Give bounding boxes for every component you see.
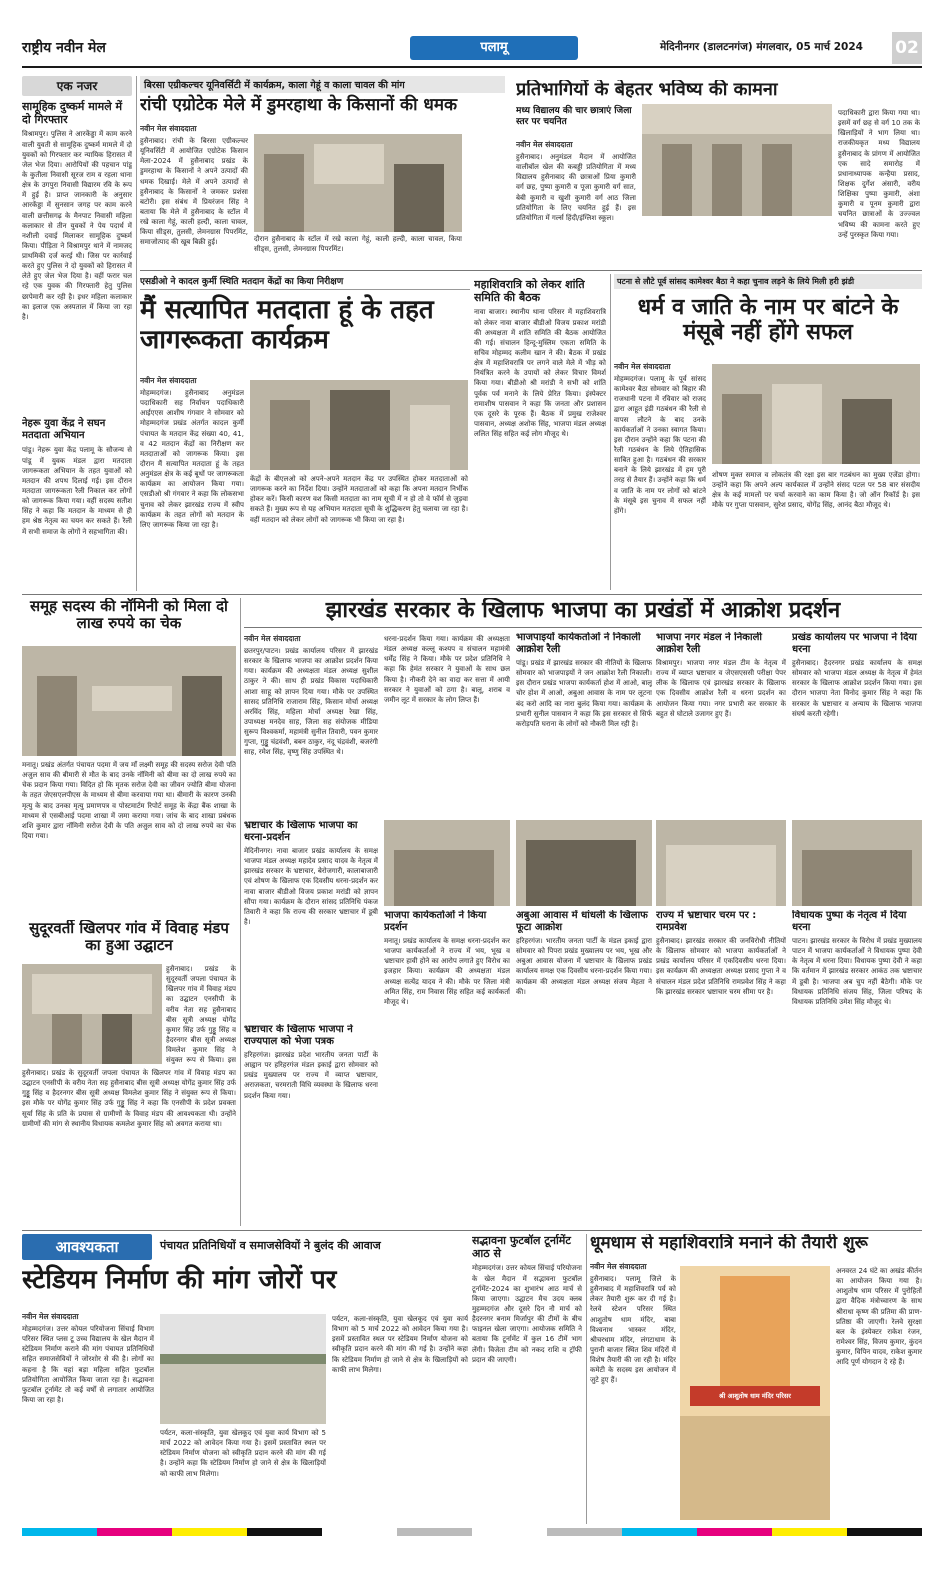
- satyapit-body: मोहम्मदगंज। हुसैनाबाद अनुमंडल पदाधिकारी सह निर्वाचन पदाधिकारी आईएएस आशीष गंगवार ने सोमवार को मोहम्मदगंज प्रखंड अंतर्गत कादल कुर्मी पंचायत के मतदान केंद्र संख्या 40, 41, व 42 मतदान केंद्रों का निरीक्षण कर मतदाताओं को जागरूक किया। इस दौरान मैं सत्यापित मतदाता हूं के तहत अनुमंडल क्षेत्र के कई बूथों पर जागरूकता कार्यक्रम का आयोजन किया गया। एसडीओ श्री गंगवार ने कहा कि लोकसभा चुनाव को लेकर झारखंड राज्य में स्वीप कार्यक्रम के तहत लोगों को मतदान के लिए जागरूक किया जा रहा है।: [140, 389, 244, 529]
- bjp-photo-3: [656, 820, 786, 906]
- pratibhagi-headline: प्रतिभागियों के बेहतर भविष्य की कामना: [516, 80, 778, 100]
- story-shivratri: [590, 1234, 922, 1524]
- bjp-sub6: [384, 910, 510, 1224]
- shivratri-body2: अनवरत 24 घंटे का अखंड कीर्तन का आयोजन किया गया है। आशुतोष धाम परिसर में पुरोहितों द्वारा वैदिक मंत्रोच्चारण के साथ श्रीराधा कृष्ण की प्रतिमा की प्राण-प्रतिष्ठा की जाएगी। रेलवे सुरक्षा बल के इंस्पेक्टर राकेश रंजन, रामेश्वर सिंह, विजय कुमार, कुंदन कुमार, विपिन यादव, राकेश कुमार आदि पूर्ण योगदान दे रहे हैं।: [836, 1267, 922, 1367]
- sidebar-story1-body: विश्रामपुर। पुलिस ने आरकेंड्डा में काम करने वाली युवती से सामूहिक दुष्कर्म मामले में दो युवकों को गिरफ्तार कर न्यायिक हिरासत में जेल भेज दिया। आरोपियों की पहचान पांडू के कुतीला निवासी सूरज राम व रहला थाना क्षेत्र के उगपुरा निवासी विद्यारम रवि के रूप में हुई है। प्राप्त जानकारी के अनुसार आरकेंड्डा में सुनसान जगह पर काम करने वाली छत्तीसगढ़ के मैनपाट निवासी महिला कलाकार से तीन युवकों ने पेय पदार्थ में नशीली दवाई मिलाकर सामूहिक दुष्कर्म किया। पीड़िता ने विश्रामपुर थाने में नामजद प्राथमिकी दर्ज करई थी। जिस पर कार्रवाई करते हुए पुलिस ने दो युवकों को हिरासत में लेते हुए जेल भेज दिया है। वहीं फरार चल रहे एक युवक की गिरफ्तारी हेतु पुलिस छापेमारी कर रही है। इधर महिला कलाकार का इलाज एक अस्पताल में किया जा रहा है।: [22, 130, 132, 321]
- story-bjp: [244, 598, 922, 1228]
- shivratri-headline: धूमधाम से महाशिवरात्रि मनाने की तैयारी शुरू: [590, 1234, 868, 1253]
- vivah-photo: [22, 964, 162, 1064]
- bjp-body: छतरपुर/पाटन। प्रखंड कार्यालय परिसर में झारखंड सरकार के खिलाफ भाजपा का आक्रोश प्रदर्शन किया गया। कार्यक्रम की अध्यक्षता मंडल अध्यक्ष सुशील ठाकुर ने की। साथ ही प्रखंड विकास पदाधिकारी आशा साहू को ज्ञापन दिया गया। मौके पर उपस्थित सासद प्रतिनिधि राजाराम सिंह, किसान मोर्चा अध्यक्ष अरविंद सिंह, महिला मोर्चा अध्यक्ष रेखा सिंह, उपाध्यक्ष मनदेव साह, जिला सह संयोजक मीडिया सुरूप विश्वकर्मा, महामंत्री सुनील तिवारी, पवन कुमार गुप्ता, गुड्डू चंद्रवंशी, बबन ठाकुर, नंदू चंद्रवंशी, बजरंगी साह, रमेश सिंह, वृष्णु सिंह उपस्थित थे।: [244, 647, 378, 757]
- satyapit-body2: केंद्रों के बीएलओ को अपने-अपने मतदान केंद्र पर उपस्थित होकर मतदाताओं को जागरूक करने का निर्देश दिया। उन्होंने मतदाताओं को कहा कि अपना मतदान निर्भीक होकर करें। किसी कारण वश किसी मतदाता का नाम सूची में न हो तो वे फॉर्म से जुड़वा सकते हैं। मुख्य रूप से यह अभियान मतदाता सूची के शुद्धिकरण हेतु चलाया जा रहा है। वहीं मतदान को लेकर लोगों को जागरूक भी किया जा रहा है।: [250, 475, 468, 524]
- sidebar-story2-headline: नेहरू युवा केंद्र ने सघन मतदाता अभियान: [22, 418, 106, 442]
- bjp-sub7-body: हरिहरगंज। भारतीय जनता पार्टी के मंडल इकाई द्वारा सोमवार को पिपरा प्रखंड मुख्यालय पर भय, भूख और अबुआ आवास योजना में भ्रष्टाचार के खिलाफ प्रखंड कार्यालय समक्ष एक दिवसीय धरना-प्रदर्शन किया गया। कार्यक्रम की अध्यक्षता मंडल अध्यक्ष संजय मेहता ने की।: [516, 937, 652, 996]
- satyapit-kicker: एसडीओ ने कादल कुर्मी स्थिति मतदान केंद्रों का किया निरीक्षण: [140, 274, 470, 290]
- cheque-body: मनातू। प्रखंड अंतर्गत पंचायत पदमा में जय माँ लक्ष्मी समूह की सदस्य सरोज देवी पति अजुल साव की बीमारी से मौत के बाद उनके नॉमिनी को बीमा का दो लाख रुपये का चेक प्रदान किया गया। विदित हो कि मृतक सरोज देवी का जीवन ज्योति बीमा योजना के तहत जेएसएलपीएस के माध्यम से बीमा करवाया गया था। बीमारी के कारण उनकी मृत्यु के बाद उनका मृत्यु प्रमाणपत्र व पोस्टमार्टम रिपोर्ट समूह के केंद्रा बैंक शाखा के माध्यम से एसबीआई पदमा शाखा में जमा कराया गया। जांच के बाद शाखा प्रबंधक शशि कुमार द्वारा नॉमिनी सरोज देवी के पति अजुल साव को दो लाख रुपये का चेक दिया गया।: [22, 761, 236, 840]
- bjp-sub7-headline: अबुआ आवास में धांधली के खिलाफ फूटा आक्रोश: [516, 910, 648, 933]
- vivah-body-continued: हुसैनाबाद। प्रखंड के सुदूरवर्ती जपला पंचायत के खिलपर गांव में विवाह मंडप का उद्घाटन एनसीपी के वरीय नेता सह हुसैनाबाद बीस सूत्री अध्यक्ष योगेंद्र कुमार सिंह उर्फ गुड्डू सिंह व हैदरनगर बीस सूत्री अध्यक्ष विमलेश कुमार सिंह ने संयुक्त रूप से किया। इस मौके पर योगेंद्र कुमार सिंह उर्फ गुड्डू सिंह ने कहा कि एनसीपी के प्रदेश प्रवक्ता सूर्या सिंह के प्रति के प्रयास से ग्रामीणों के विवाह मंडप की आवश्यकता थी। उन्होंने ग्रामीणों की मांग से स्थानीय विधायक कमलेश कुमार सिंह को अवगत कराया था।: [22, 1069, 236, 1128]
- bjp-photo-1: [384, 820, 510, 906]
- bjp-sub1-headline: भ्रष्टाचार के खिलाफ भाजपा का धरना-प्रदर्शन: [244, 820, 358, 843]
- bjp-sub5-body: हुसैनाबाद। हैदरनगर प्रखंड कार्यालय के समक्ष सोमवार को भाजपा मंडल अध्यक्ष के नेतृत्व में हेमंत सरकार के खिलाफ आक्रोश प्रदर्शन किया गया। इस दौरान भाजपा नेता विनोद कुमार सिंह ने कहा कि सरकार के भ्रष्टाचार व अन्याय के खिलाफ भाजपा संघर्ष करती रहेगी।: [792, 659, 922, 718]
- stadium-photo: [160, 1314, 326, 1424]
- bjp-sub3-headline: भाजपाइयों कार्यकर्ताओं ने निकाली आक्रोश रैली: [516, 632, 641, 655]
- satyapit-photo: [250, 380, 468, 470]
- bjp-body2: धरना-प्रदर्शन किया गया। कार्यक्रम की अध्यक्षता मंडल अध्यक्ष कल्लू कश्यप व संचालन महामंत्री धर्मेंद्र सिंह ने किया। मौके पर प्रदेश प्रतिनिधि ने कहा कि हेमंत सरकार ने युवाओं के साथ छल किया है। नौकरी देने का वादा कर सत्ता में आयी सरकार ने युवाओं को ठगा है। बालू, शराब व जमीन लूट में सरकार के लोग लिप्त हैं।: [384, 635, 510, 704]
- shanti-body: नावा बाजार। स्थानीय थाना परिसर में महाशिवरात्रि को लेकर नावा बाजार बीडीओ विजय प्रकाश मरांडी की अध्यक्षता में शांति समिति की बैठक आयोजित की गई। संचालन हिन्दू-मुस्लिम एकता समिति के सचिव मोहम्मद कलीम खान ने की। बैठक में प्रखंड क्षेत्र में महाशिवरात्रि पर लगने वाले मेले में भीड़ को नियंत्रित करने के उपायों को लेकर विचार विमर्श किया गया। बीडीओ श्री मरांडी ने सभी को शांति पूर्वक पर्व मनाने के लिये प्रेरित किया। इंस्पेक्टर रामाशीष पासवान ने कहा कि जनता और प्रशासन एक दूसरे के पूरक हैं। बैठक में प्रमुख राजेश्वर पासवान, अध्यक्ष अशोक सिंह, भाजपा मंडल अध्यक्ष ललित सिंह सहित कई लोग मौजूद थे।: [474, 308, 606, 439]
- bjp-sub8: [656, 910, 786, 1224]
- bjp-sub1: [244, 820, 378, 1020]
- bjp-byline: नवीन मेल संवाददाता: [244, 634, 301, 643]
- story-vivah: [22, 920, 236, 1226]
- bjp-sub4: [656, 632, 786, 816]
- shivratri-photo: [680, 1266, 830, 1520]
- sidebar-tag: एक नजर: [22, 76, 132, 96]
- bjp-sub1-body: मेदिनीनगर। नावा बाजार प्रखंड कार्यालय के समक्ष भाजपा मंडल अध्यक्ष महादेव प्रसाद यादव के नेतृत्व में झारखंड सरकार के भ्रष्टाचार, बेरोजगारी, कालाबाजारी एवं शोषण के खिलाफ एक दिवसीय धरना-प्रदर्शन कर नावा बाजार बीडीओ विजय प्रकाश मरांडी को ज्ञापन सौंपा गया। कार्यक्रम के दौरान सांसद प्रतिनिधि पंकज तिवारी ने कहा कि राज्य की सरकार भ्रष्टाचार में डूबी है।: [244, 847, 378, 926]
- bjp-sub2: [244, 1024, 378, 1224]
- dateline: मेदिनीनगर (डालटनगंज) मंगलवार, 05 मार्च 2024: [660, 41, 863, 53]
- story-stadium: [22, 1234, 468, 1524]
- pratibhagi-subhead: मध्य विद्यालय की चार छात्राएं जिला स्तर पर चयनित: [516, 106, 632, 127]
- bjp-sub2-body: हरिहरगंज। झारखंड प्रदेश भारतीय जनता पार्टी के आह्वान पर हरिहरगंज मंडल इकाई द्वारा सोमवार को प्रखंड मुख्यालय पर राज्य में व्याप्त भ्रष्टाचार, अराजकता, चरमराती विधि व्यवस्था के खिलाफ धरना प्रदर्शन किया गया।: [244, 1051, 378, 1100]
- bjp-photo-2: [516, 820, 652, 906]
- cheque-headline: समूह सदस्य की नॉमिनी को मिला दो लाख रुपये का चेक: [30, 598, 228, 633]
- story-shanti: [474, 278, 606, 588]
- dharm-headline: धर्म व जाति के नाम पर बांटने के मंसूबे नहीं होंगे सफल: [637, 294, 899, 346]
- masthead-rule: [22, 66, 922, 68]
- dharm-kicker: पटना से लौटे पूर्व सांसद कामेश्वर बैठा ने कहा चुनाव लड़ने के लिये मिली हरी झंडी: [614, 274, 922, 289]
- row-rule: [140, 270, 922, 271]
- dharm-byline: नवीन मेल संवाददाता: [614, 362, 671, 371]
- bjp-sub9-headline: विधायक पुष्पा के नेतृत्व में दिया धरना: [792, 910, 907, 933]
- column-rule: [610, 274, 611, 590]
- stadium-kicker: पंचायत प्रतिनिधियों व समाजसेवियों ने बुलंद की आवाज: [160, 1239, 381, 1252]
- bjp-sub3-body: पांडू। प्रखंड में झारखंड सरकार की नीतियों के खिलाफ सोमवार को भाजपाइयों ने जन आक्रोश रैली निकाली। इस दौरान प्रखंड भाजपा कार्यकर्ता होश में आओ, बालू चोर होश में आओ, अबुआ आवास के नाम पर लूटना बंद करो आदि का नारा बुलंद किया गया। कार्यक्रम के प्रभारी सुनील पासवान ने कहा कि इस सरकार से सिर्फ करोड़पति घराना के लोगों को नौकरी मिल रही है।: [516, 659, 652, 728]
- pratibhagi-body2: पदाधिकारी द्वारा किया गया था। इसमें वर्ग छह से वर्ग 10 तक के खिलाड़ियों ने भाग लिया था। राजकीयकृत मध्य विद्यालय हुसैनाबाद के प्रांगण में आयोजित एक सादे समारोह में प्रधानाध्यापक कन्हैया प्रसाद, शिक्षक दुर्गेश अंसारी, वरीय शिक्षिका पुष्पा कुमारी, अंशा कुमारी व पूनम कुमारी द्वारा चयनित छात्राओं के उज्ज्वल भविष्य की कामना करते हुए उन्हें पुरस्कृत किया गया।: [838, 109, 920, 239]
- story-satyapit: [140, 274, 470, 590]
- bjp-sub8-body: हुसैनाबाद। झारखंड सरकार की जनविरोधी नीतियों के खिलाफ सोमवार को भाजपा कार्यकर्ताओं ने प्रखंड कार्यालय परिसर में एकदिवसीय धरना दिया। इस कार्यक्रम की अध्यक्षता अध्यक्ष प्रसाद गुप्ता ने व संचालन मंडल प्रदेश प्रतिनिधि रामप्रवेश सिंह ने कहा कि झारखंड सरकार भ्रष्टाचार चरम सीमा पर है।: [656, 937, 786, 996]
- bjp-sub7: [516, 910, 652, 1224]
- story-cheque: [22, 598, 236, 918]
- vivah-headline: सुदूरवर्ती खिलपर गांव में विवाह मंडप का हुआ उद्घाटन: [29, 920, 229, 955]
- bjp-sub6-headline: भाजपा कार्यकर्ताओं ने किया प्रदर्शन: [384, 910, 487, 933]
- vivah-body: हुसैनाबाद। प्रखंड के सुदूरवर्ती जपला पंचायत के खिलपर गांव में विवाह मंडप का उद्घाटन एनसीपी के वरीय नेता सह हुसैनाबाद बीस सूत्री अध्यक्ष योगेंद्र कुमार सिंह उर्फ गुड्डू सिंह व हैदरनगर बीस सूत्री अध्यक्ष विमलेश कुमार सिंह ने संयुक्त रूप से किया। इस: [166, 965, 236, 1064]
- shivratri-byline: नवीन मेल संवाददाता: [590, 1262, 647, 1271]
- satyapit-byline: नवीन मेल संवाददाता: [140, 376, 197, 385]
- column-rule: [136, 76, 137, 591]
- shivratri-body: हुसैनाबाद। पलामू जिले के हुसैनाबाद में महाशिवरात्रि पर्व को लेकर तैयारी शुरू कर दी गई है। रेलवे स्टेशन परिसर स्थित आशुतोष धाम मंदिर, बाबा विश्वनाथ भास्कर मंदिर, श्रीचरधाम मंदिर, लंगटाधाम के पुरानी बाजार स्थित शिव मंदिरों में विशेष तैयारी की जा रही है। मंदिर कमेटी के सदस्य इस आयोजन में जुटे हुए हैं।: [590, 1275, 676, 1385]
- bjp-sub4-headline: भाजपा नगर मंडल ने निकाली आक्रोश रैली: [656, 632, 762, 655]
- bjp-photo-4: [792, 820, 922, 906]
- agrotech-kicker: बिरसा एग्रीकल्चर यूनिवर्सिटी में कार्यक्रम, काला गेहूं व काला चावल की मांग: [140, 76, 505, 93]
- pratibhagi-body: हुसैनाबाद। अनुमंडल मैदान में आयोजित वालीबॉल खेल की कबड्डी प्रतियोगिता में मध्य विद्यालय हुसैनाबाद की छात्राओं प्रिया कुमारी वर्ग छह, पुष्पा कुमारी व पूजा कुमारी वर्ग सात, बेबी कुमारी व खुशी कुमारी वर्ग आठ जिला प्रतियोगिता के लिए चयनित हुई हैं। इस प्रतियोगिता में गर्ल्स हिंदी/इंग्लिश स्कूल।: [516, 153, 636, 222]
- column-rule: [240, 598, 241, 1226]
- bjp-headline: झारखंड सरकार के खिलाफ भाजपा का प्रखंडों में आक्रोश प्रदर्शन: [244, 598, 922, 628]
- agrotech-headline: रांची एग्रोटेक मेले में डुमरहाथा के किसानों की धमक: [140, 95, 458, 115]
- dharm-body2: शोषण मुक्त समाज व लोकतंत्र की रक्षा इस बार गठबंधन का मुख्य एजेंडा होगा। उन्होंने कहा कि अपने अल्प कार्यकाल में उन्होंने संसद पटल पर 58 बार संसदीय क्षेत्र के कई मामलों पर चर्चा करवाने का काम किया है। जो ऑन रिकॉर्ड है। इस मौके पर गुप्ता पासवान, सुरेश प्रसाद, योगेंद्र सिंह, आनंद बैठा मौजूद थे।: [712, 471, 920, 510]
- bjp-sub5-headline: प्रखंड कार्यालय पर भाजपा ने दिया धरना: [792, 632, 917, 655]
- satyapit-headline: मैं सत्यापित मतदाता हूं के तहत जागरूकता कार्यक्रम: [140, 295, 434, 355]
- color-registration-bar: [22, 1528, 922, 1536]
- bjp-sub2-headline: भ्रष्टाचार के खिलाफ भाजपा ने राज्यपाल को भेजा पत्रक: [244, 1024, 353, 1047]
- shanti-headline: महाशिवरात्रि को लेकर शांति समिति की बैठक: [474, 278, 585, 305]
- agrotech-photo: [254, 134, 462, 232]
- stadium-body-continued: पर्यटन, कला-संस्कृति, युवा खेलकूद एवं युवा कार्य विभाग को 5 मार्च 2022 को आवेदन किया गया है। इसमें प्रस्तावित स्थल पर स्टेडियम निर्माण योजना को स्वीकृति प्रदान करने की मांग की गई है। उन्होंने कहा कि स्टेडियम निर्माण हो जाने से क्षेत्र के खिलाड़ियों को काफी लाभ मिलेगा।: [160, 1429, 326, 1478]
- section-label: पलामू: [410, 36, 578, 60]
- agrotech-byline: नवीन मेल संवाददाता: [140, 124, 197, 133]
- story-pratibhagi: [516, 80, 922, 270]
- bjp-sub8-headline: राज्य में भ्रष्टाचार चरम पर : रामप्रवेश: [656, 910, 757, 933]
- pratibhagi-byline: नवीन मेल संवाददाता: [516, 140, 573, 149]
- row-rule: [22, 594, 922, 595]
- page-number: 02: [892, 32, 922, 64]
- bjp-sub9: [792, 910, 922, 1224]
- cheque-photo: [22, 646, 236, 756]
- agrotech-body: हुसैनाबाद। रांची के बिरसा एग्रीकल्चर यूनिवर्सिटी में आयोजित एग्रोटेक किसान मेला-2024 में हुसैनाबाद प्रखंड के डुमरहाथा के किसानों ने अपने उत्पादों की धमक दिखाई। मेले में अपने उत्पादों से हुसैनाबाद के किसानों ने जमकर प्रशंसा बटोरी। इस संबंध में प्रियरंजन सिंह ने बताया कि मेले में हुसैनाबाद के स्टॉल में रखे काला गेहूं, काली हल्दी, काला चावल, किया सीड्स, तुलसी, लेमनग्रास पिपरमिंट, समाजोत्पाद की खूब बिक्री हुई।: [140, 137, 248, 247]
- stadium-headline: स्टेडियम निर्माण की मांग जोरों पर: [22, 1265, 337, 1295]
- stadium-tag: आवश्यकता: [22, 1234, 152, 1260]
- bjp-sub9-body: पाटन। झारखंड सरकार के विरोध में प्रखंड मुख्यालय पाटन में भाजपा कार्यकर्ताओं ने विधायक पुष्पा देवी के नेतृत्व में धरना दिया। विधायक पुष्पा देवी ने कहा कि वर्तमान में झारखंड सरकार आकंठ तक भ्रष्टाचार में डूबी है। भाजपा अब चुप नहीं बैठेगी। मौके पर विधायक प्रतिनिधि संजय सिंह, जिला परिषद के विधायक प्रतिनिधि उमेश सिंह मौजूद थे।: [792, 937, 922, 1006]
- bjp-sub4-body: विश्रामपुर। भाजपा नगर मंडल टीम के नेतृत्व में राज्य में व्याप्त भ्रष्टाचार व जेएसएससी परीक्षा पेपर लीक के खिलाफ एवं झारखंड सरकार के खिलाफ एक दिवसीय आक्रोश रैली व धरना प्रदर्शन का आयोजन किया गया। नगर प्रभारी कर सरकार के बहुत से घोटाले उजागर हुए हैं।: [656, 659, 786, 718]
- pratibhagi-photo: [642, 104, 832, 216]
- dharm-photo: [712, 364, 920, 464]
- story-agrotech: [140, 76, 510, 266]
- masthead: [22, 30, 922, 70]
- story-dharm: [614, 274, 922, 590]
- football-body: मोहम्मदगंज। उत्तर कोयल सिंचाई परियोजना के खेल मैदान में सद्भावना फुटबॉल टूर्नामेंट-2024 का शुभारंभ आठ मार्च से किया जाएगा। उद्घाटन मैच उदय क्लब मुहम्मदगंज और दूसरे दिन नौ मार्च को हैदरनगर बनाम मिर्जापुर की टीमों के बीच फाइनल खेला जाएगा। आयोजक समिति ने बताया कि टूर्नामेंट में कुल 16 टीमें भाग लेंगी। विजेता टीम को नकद राशि व ट्रॉफी प्रदान की जाएगी।: [472, 1264, 582, 1364]
- stadium-body: मोहम्मदगंज। उत्तर कोयल परियोजना सिंचाई विभाग परिसर स्थित प्लस टू उच्च विद्यालय के खेल मैदान में स्टेडियम निर्माण कराने की मांग पंचायत प्रतिनिधियों सहित समाजसेवियों ने जोरशोर से की है। लोगों का कहना है कि यहां बड़ा महिला सहित फुटबॉल प्रतियोगिता आयोजित किया जाता रहा है। सद्भावना फुटबॉल टूर्नामेंट तो कई वर्षों से लगातार आयोजित किया जा रहा है।: [22, 1325, 154, 1404]
- column-rule: [586, 1234, 587, 1524]
- row-rule: [22, 1230, 922, 1231]
- sidebar-story1-headline: सामूहिक दुष्कर्म मामले में दो गिरफ्तार: [22, 100, 123, 127]
- story-football: [472, 1234, 582, 1524]
- paper-name: राष्ट्रीय नवीन मेल: [22, 40, 106, 56]
- bjp-sub5: [792, 632, 922, 816]
- agrotech-caption: दौरान हुसैनाबाद के स्टॉल में रखे काला गेहूं, काली हल्दी, काला चावल, किया सीड्स, तुलसी, लेमनग्रास पिपरमिंट।: [254, 235, 462, 254]
- bjp-sub3: [516, 632, 652, 816]
- sidebar-ek-nazar: [22, 76, 132, 591]
- football-headline: सद्भावना फुटबॉल टूर्नामेंट आठ से: [472, 1234, 571, 1261]
- sidebar-story2-body: पांडू। नेहरू युवा केंद्र पलामू के सौजन्य से पांडू में युवक मंडल द्वारा मतदाता जागरूकता अभियान के तहत युवाओं को मतदान की शपथ दिलाई गई। इस दौरान मतदाता जागरूकता रैली निकाल कर लोगों को जागरूक किया गया। वहीं सदस्य सतीश सिंह ने कहा कि मतदान के माध्यम से ही हम श्रेष्ठ नेतृत्व का चयन कर सकते हैं। रैली में सभी समाज के लोगों ने सहभागिता की।: [22, 446, 132, 536]
- stadium-body2: पर्यटन, कला-संस्कृति, युवा खेलकूद एवं युवा कार्य विभाग को 5 मार्च 2022 को आवेदन किया गया है। इसमें प्रस्तावित स्थल पर स्टेडियम निर्माण योजना को स्वीकृति प्रदान करने की मांग की गई है। उन्होंने कहा कि स्टेडियम निर्माण हो जाने से क्षेत्र के खिलाड़ियों को काफी लाभ मिलेगा।: [332, 1315, 468, 1374]
- dharm-body: मोहम्मदगंज। पलामू के पूर्व सांसद कामेश्वर बैठा सोमवार को बिहार की राजधानी पटना में रविवार को राजद द्वारा आहूत इंडी गठबंधन की रैली से वापस लौटने के बाद उनके कार्यकर्ताओं ने उनका स्वागत किया। इस दौरान उन्होंने कहा कि पटना की रैली गठबंधन के लिये ऐतिहासिक साबित हुआ है। गठबंधन की सरकार बनाने के लिये झारखंड में हम पूरी तरह से तैयार हैं। उन्होंने कहा कि धर्म व जाति के नाम पर लोगों को बांटने के मंसूबे इस चुनाव में सफल नहीं होंगे।: [614, 375, 706, 515]
- temple-sign: श्री आशुतोष धाम मंदिर परिसर: [719, 1392, 791, 1400]
- bjp-sub6-body: मनातू। प्रखंड कार्यालय के समक्ष धरना-प्रदर्शन कर भाजपा कार्यकर्ताओं ने राज्य में भय, भूख व भ्रष्टाचार हावी होने का आरोप लगाते हुए विरोध का इजहार किया। कार्यक्रम की अध्यक्षता मंडल अध्यक्ष सत्येंद्र यादव ने की। मौके पर जिला मंत्री अमित सिंह, राम निवास सिंह सहित कई कार्यकर्ता मौजूद थे।: [384, 937, 510, 1006]
- stadium-byline: नवीन मेल संवाददाता: [22, 1312, 79, 1321]
